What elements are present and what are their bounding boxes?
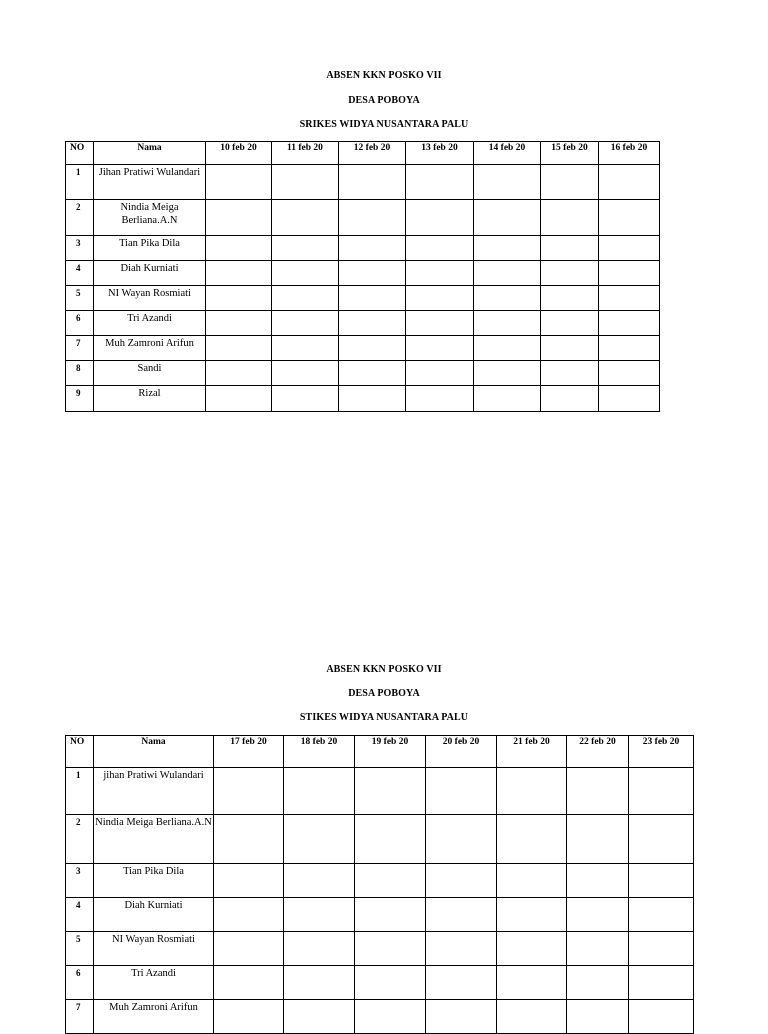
attendance-cell (541, 200, 599, 236)
attendance-cell (599, 236, 660, 261)
attendance-cell (406, 236, 474, 261)
attendance-cell (272, 336, 339, 361)
attendance-cell (339, 336, 406, 361)
table-row (66, 864, 694, 898)
table-row (66, 165, 660, 200)
attendance-cell (284, 815, 355, 864)
attendance-cell (497, 898, 567, 932)
row-name: Rizal (94, 386, 206, 412)
attendance-cell (599, 386, 660, 412)
attendance-cell (497, 1000, 567, 1034)
row-name: Tian Pika Dila (94, 864, 214, 898)
attendance-cell (629, 768, 694, 815)
attendance-cell (355, 864, 426, 898)
row-number: 6 (66, 966, 94, 1000)
attendance-cell (272, 311, 339, 336)
table-row (66, 768, 694, 815)
doc1-title-desa: DESA POBOYA (348, 95, 420, 106)
row-number: 3 (66, 864, 94, 898)
doc2-title-absen: ABSEN KKN POSKO VII (326, 664, 442, 675)
attendance-cell (272, 200, 339, 236)
attendance-cell (629, 932, 694, 966)
header-date: 13 feb 20 (406, 142, 474, 165)
attendance-cell (474, 311, 541, 336)
row-name: Diah Kurniati (94, 898, 214, 932)
row-name: Diah Kurniati (94, 261, 206, 286)
attendance-cell (284, 1000, 355, 1034)
doc2-title-institution: STIKES WIDYA NUSANTARA PALU (299, 712, 469, 723)
attendance-cell (214, 815, 284, 864)
attendance-cell (541, 336, 599, 361)
table-row (66, 386, 660, 412)
attendance-cell (497, 932, 567, 966)
attendance-cell (426, 966, 497, 1000)
attendance-cell (272, 386, 339, 412)
attendance-cell (284, 864, 355, 898)
table-row (66, 311, 660, 336)
attendance-cell (599, 361, 660, 386)
row-name: NI Wayan Rosmiati (94, 932, 214, 966)
row-name: Sandi (94, 361, 206, 386)
header-date: 11 feb 20 (272, 142, 339, 165)
doc2-title-desa: DESA POBOYA (348, 688, 420, 699)
attendance-cell (406, 386, 474, 412)
header-date: 18 feb 20 (284, 736, 355, 768)
attendance-cell (567, 768, 629, 815)
row-name: Muh Zamroni Arifun (94, 1000, 214, 1034)
attendance-cell (406, 261, 474, 286)
attendance-cell (426, 768, 497, 815)
doc1-title-absen: ABSEN KKN POSKO VII (326, 70, 442, 81)
attendance-cell (206, 165, 272, 200)
attendance-cell (355, 768, 426, 815)
attendance-cell (497, 768, 567, 815)
attendance-cell (206, 386, 272, 412)
attendance-cell (406, 165, 474, 200)
attendance-cell (214, 966, 284, 1000)
attendance-cell (426, 815, 497, 864)
table-row (66, 932, 694, 966)
attendance-cell (284, 898, 355, 932)
attendance-cell (497, 864, 567, 898)
row-number: 1 (66, 768, 94, 815)
row-name: Nindia Meiga Berliana.A.N (94, 200, 206, 236)
attendance-cell (567, 1000, 629, 1034)
attendance-cell (406, 311, 474, 336)
attendance-cell (339, 286, 406, 311)
attendance-cell (355, 966, 426, 1000)
header-date: 23 feb 20 (629, 736, 694, 768)
attendance-cell (426, 898, 497, 932)
row-number: 1 (66, 165, 94, 200)
attendance-cell (599, 261, 660, 286)
attendance-cell (339, 200, 406, 236)
table-row (66, 966, 694, 1000)
attendance-cell (541, 165, 599, 200)
table-row (66, 361, 660, 386)
attendance-cell (426, 932, 497, 966)
table-row (66, 261, 660, 286)
attendance-cell (355, 1000, 426, 1034)
header-date: 12 feb 20 (339, 142, 406, 165)
attendance-cell (339, 261, 406, 286)
attendance-cell (355, 898, 426, 932)
attendance-cell (541, 286, 599, 311)
row-number: 7 (66, 1000, 94, 1034)
row-name: Tri Azandi (94, 311, 206, 336)
attendance-cell (272, 286, 339, 311)
attendance-cell (214, 932, 284, 966)
attendance-cell (474, 286, 541, 311)
attendance-cell (206, 286, 272, 311)
attendance-cell (629, 966, 694, 1000)
table-row (66, 898, 694, 932)
attendance-cell (339, 165, 406, 200)
attendance-cell (284, 768, 355, 815)
table-row (66, 200, 660, 236)
row-name: Muh Zamroni Arifun (94, 336, 206, 361)
header-no: NO (66, 142, 94, 165)
header-nama: Nama (94, 142, 206, 165)
header-nama: Nama (94, 736, 214, 768)
row-number: 4 (66, 898, 94, 932)
attendance-table-1 (65, 141, 660, 412)
header-date: 15 feb 20 (541, 142, 599, 165)
table-row (66, 1000, 694, 1034)
attendance-cell (214, 864, 284, 898)
attendance-cell (541, 236, 599, 261)
table-row (66, 236, 660, 261)
attendance-cell (599, 336, 660, 361)
header-date: 22 feb 20 (567, 736, 629, 768)
attendance-cell (214, 1000, 284, 1034)
attendance-cell (629, 1000, 694, 1034)
attendance-cell (474, 165, 541, 200)
row-number: 2 (66, 200, 94, 236)
row-name: jihan Pratiwi Wulandari (94, 768, 214, 815)
attendance-cell (599, 311, 660, 336)
attendance-cell (339, 361, 406, 386)
attendance-cell (355, 932, 426, 966)
attendance-cell (206, 311, 272, 336)
header-date: 20 feb 20 (426, 736, 497, 768)
row-number: 5 (66, 286, 94, 311)
attendance-cell (272, 165, 339, 200)
attendance-table-2 (65, 735, 694, 1034)
table-row (66, 815, 694, 864)
attendance-cell (206, 336, 272, 361)
attendance-cell (599, 200, 660, 236)
header-date: 17 feb 20 (214, 736, 284, 768)
attendance-cell (355, 815, 426, 864)
attendance-cell (214, 768, 284, 815)
attendance-cell (567, 966, 629, 1000)
row-name: NI Wayan Rosmiati (94, 286, 206, 311)
row-number: 2 (66, 815, 94, 864)
attendance-cell (474, 336, 541, 361)
attendance-cell (541, 261, 599, 286)
row-name: Tri Azandi (94, 966, 214, 1000)
attendance-cell (599, 286, 660, 311)
attendance-cell (474, 386, 541, 412)
attendance-cell (474, 200, 541, 236)
header-date: 19 feb 20 (355, 736, 426, 768)
attendance-cell (567, 898, 629, 932)
row-number: 6 (66, 311, 94, 336)
attendance-cell (426, 1000, 497, 1034)
row-number: 3 (66, 236, 94, 261)
attendance-cell (474, 361, 541, 386)
row-number: 5 (66, 932, 94, 966)
attendance-cell (567, 864, 629, 898)
attendance-cell (406, 286, 474, 311)
table-header-row (66, 142, 660, 165)
attendance-cell (474, 261, 541, 286)
attendance-cell (272, 236, 339, 261)
row-number: 7 (66, 336, 94, 361)
header-date: 10 feb 20 (206, 142, 272, 165)
attendance-cell (406, 361, 474, 386)
doc1-title-institution: SRIKES WIDYA NUSANTARA PALU (299, 119, 469, 130)
attendance-cell (284, 932, 355, 966)
attendance-cell (206, 361, 272, 386)
attendance-cell (206, 261, 272, 286)
row-number: 8 (66, 361, 94, 386)
row-name: Jihan Pratiwi Wulandari (94, 165, 206, 200)
attendance-cell (497, 815, 567, 864)
table-row (66, 286, 660, 311)
table-row (66, 336, 660, 361)
header-no: NO (66, 736, 94, 768)
attendance-cell (497, 966, 567, 1000)
header-date: 14 feb 20 (474, 142, 541, 165)
attendance-cell (541, 311, 599, 336)
attendance-cell (567, 932, 629, 966)
attendance-cell (272, 361, 339, 386)
attendance-cell (629, 898, 694, 932)
attendance-cell (272, 261, 339, 286)
header-date: 16 feb 20 (599, 142, 660, 165)
attendance-cell (406, 336, 474, 361)
attendance-cell (206, 200, 272, 236)
table-header-row (66, 736, 694, 768)
row-number: 9 (66, 386, 94, 412)
attendance-cell (284, 966, 355, 1000)
attendance-cell (474, 236, 541, 261)
attendance-cell (339, 236, 406, 261)
attendance-cell (599, 165, 660, 200)
attendance-cell (206, 236, 272, 261)
attendance-cell (339, 386, 406, 412)
attendance-cell (629, 815, 694, 864)
attendance-cell (541, 386, 599, 412)
attendance-cell (629, 864, 694, 898)
attendance-cell (426, 864, 497, 898)
header-date: 21 feb 20 (497, 736, 567, 768)
attendance-cell (541, 361, 599, 386)
row-name: Nindia Meiga Berliana.A.N (94, 815, 214, 864)
row-number: 4 (66, 261, 94, 286)
attendance-cell (567, 815, 629, 864)
attendance-cell (214, 898, 284, 932)
attendance-cell (406, 200, 474, 236)
row-name: Tian Pika Dila (94, 236, 206, 261)
attendance-cell (339, 311, 406, 336)
